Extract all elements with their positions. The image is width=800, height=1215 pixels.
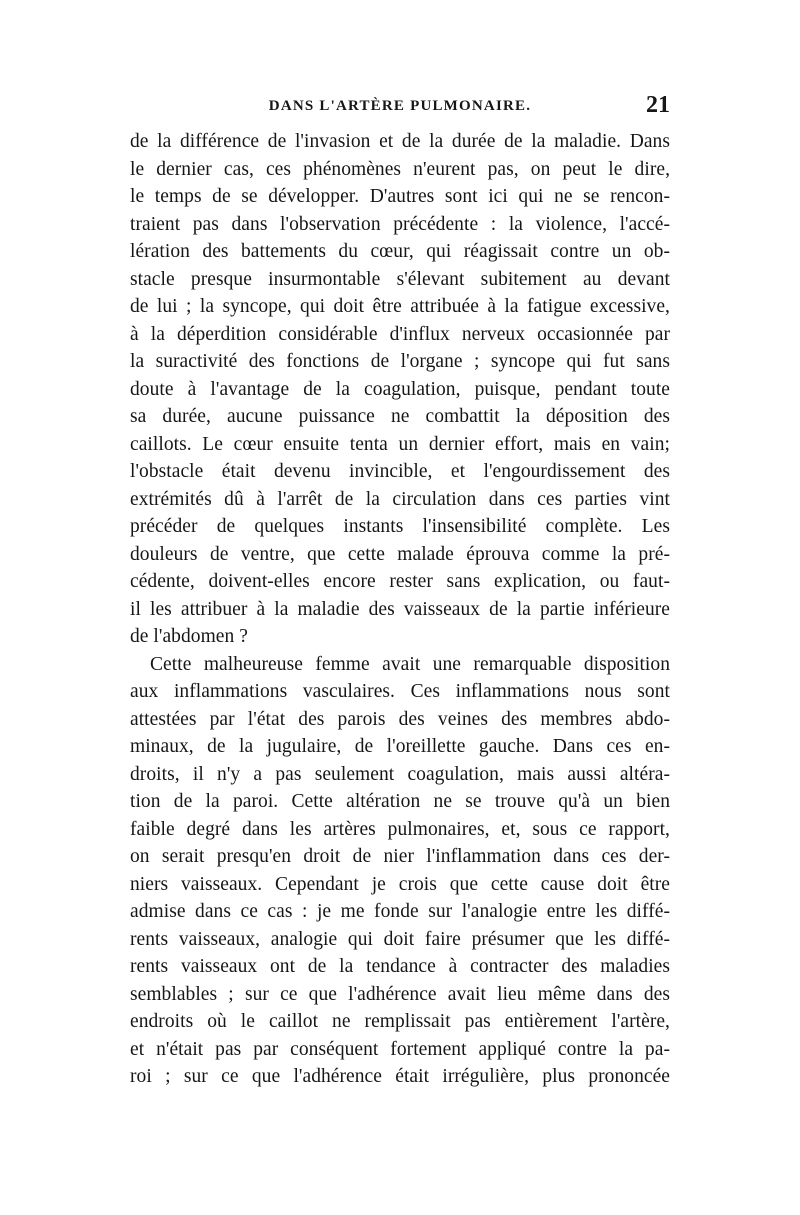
text-line: rents vaisseaux, analogie qui doit faire présumer que les diffé- <box>130 928 670 950</box>
running-head <box>130 92 670 122</box>
text-line: à la déperdition considérable d'influx nerveux occasionnée par <box>130 323 670 345</box>
text-line: sa durée, aucune puissance ne combattit la déposition des <box>130 406 670 427</box>
text-line: on serait presqu'en droit de nier l'inflammation dans ces der- <box>130 846 670 867</box>
text-line: douleurs de ventre, que cette malade éprouva comme la pré- <box>130 543 670 565</box>
text-line: lération des battements du cœur, qui réagissait contre un ob- <box>130 241 670 262</box>
text-line: caillots. Le cœur ensuite tenta un dernier effort, mais en vain; <box>130 433 670 455</box>
text-line: le temps de se développer. D'autres sont ici qui ne se rencon- <box>130 186 670 207</box>
text-line: le dernier cas, ces phénomènes n'eurent pas, on peut le dire, <box>130 158 670 180</box>
text-line: il les attribuer à la maladie des vaisseaux de la partie inférieure <box>130 598 670 620</box>
text-line: minaux, de la jugulaire, de l'oreillette gauche. Dans ces en- <box>130 736 670 757</box>
paragraph-start-line: Cette malheureuse femme avait une remarquable disposition <box>150 653 670 675</box>
text-line: de la différence de l'invasion et de la durée de la maladie. Dans <box>130 131 670 152</box>
paragraph-end-line: de l'abdomen ? <box>130 626 248 647</box>
text-line: de lui ; la syncope, qui doit être attribuée à la fatigue excessive, <box>130 296 670 317</box>
text-line: aux inflammations vasculaires. Ces inflammations nous sont <box>130 681 670 702</box>
text-line: endroits où le caillot ne remplissait pas entièrement l'artère, <box>130 1011 670 1032</box>
text-line: semblables ; sur ce que l'adhérence avait lieu même dans des <box>130 983 670 1005</box>
text-line: précéder de quelques instants l'insensibilité complète. Les <box>130 516 670 537</box>
text-line: et n'était pas par conséquent fortement appliqué contre la pa- <box>130 1038 670 1060</box>
body-text <box>130 128 670 1091</box>
text-line: faible degré dans les artères pulmonaires, et, sous ce rapport, <box>130 818 670 840</box>
text-line: tion de la paroi. Cette altération ne se trouve qu'à un bien <box>130 791 670 812</box>
text-line: doute à l'avantage de la coagulation, puisque, pendant toute <box>130 378 670 400</box>
page-number: 21 <box>646 92 670 118</box>
running-title: DANS L'ARTÈRE PULMONAIRE. <box>268 98 532 114</box>
text-line: attestées par l'état des parois des veines des membres abdo- <box>130 708 670 730</box>
text-line: niers vaisseaux. Cependant je crois que cette cause doit être <box>130 873 670 895</box>
text-line: cédente, doivent-elles encore rester sans explication, ou faut- <box>130 571 670 592</box>
text-line: la suractivité des fonctions de l'organe ; syncope qui fut sans <box>130 351 670 372</box>
text-line: admise dans ce cas : je me fonde sur l'analogie entre les diffé- <box>130 901 670 922</box>
text-line: stacle presque insurmontable s'élevant subitement au devant <box>130 268 670 290</box>
text-line: l'obstacle était devenu invincible, et l'engourdissement des <box>130 461 670 482</box>
text-line: droits, il n'y a pas seulement coagulation, mais aussi altéra- <box>130 763 670 785</box>
text-line: traient pas dans l'observation précédente : la violence, l'accé- <box>130 213 670 235</box>
text-line: extrémités dû à l'arrêt de la circulation dans ces parties vint <box>130 488 670 510</box>
text-line: roi ; sur ce que l'adhérence était irrégulière, plus prononcée <box>130 1066 670 1087</box>
text-line: rents vaisseaux ont de la tendance à contracter des maladies <box>130 956 670 977</box>
